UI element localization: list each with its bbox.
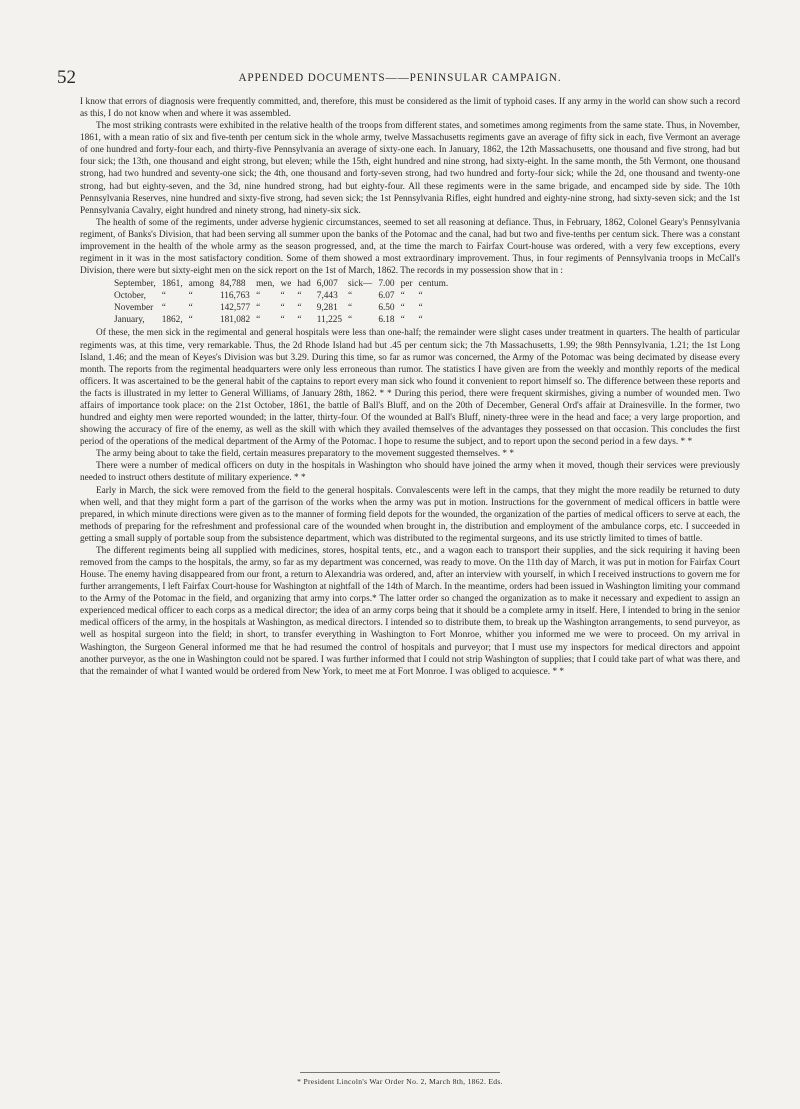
table-cell-pct: 7.00 bbox=[378, 279, 395, 290]
table-cell-we: “ bbox=[280, 315, 285, 326]
paragraph: The most striking contrasts were exhibited in the relative health of the troops from different states, and sometimes among regiments from the same state. Thus, in November, 1861, with a mean ratio of six and five-tenth per centum sick in the whole army, twelve Massachusetts regiments gave an average of fifty sick in each, five Vermont an average of one hundred and forty-four each, and thirty-five Pennsylvania an average of sixty-one each. In January, 1862, the 12th Massachusetts, one thousand and five strong, had but four sick; the 13th, one thousand and eight strong, but eleven; while the 15th, eight hundred and nine strong, had sixty-eight. In the same month, the 5th Vermont, one thousand strong, had two hundred and seventy-one sick; the 4th, one thousand and forty-seven strong, had two hundred and forty-four sick; while the 2d, one thousand and twenty-one strong, had but eighty-seven, and the 3d, nine hundred strong, had but eighty-four. All these regiments were in the same brigade, and encamped side by side. The 10th Pennsylvania Reserves, nine hundred and sixty-five strong, had seven sick; the 1st Pennsylvania Rifles, eight hundred and eighty-nine strong, had sixty-seven sick; and the 1st Pennsylvania Cavalry, eight hundred and ninety strong, had ninety-six sick. bbox=[80, 121, 740, 216]
table-cell-centum: “ bbox=[418, 315, 423, 326]
table-cell-sick-word: sick— bbox=[348, 279, 373, 290]
table-row bbox=[114, 302, 454, 314]
table-cell-we: we bbox=[280, 279, 292, 290]
table-cell-centum: “ bbox=[418, 303, 423, 314]
table-row bbox=[114, 290, 454, 302]
footnote: * President Lincoln's War Order No. 2, March 8th, 1862. Eds. bbox=[297, 1077, 503, 1086]
paragraph: Early in March, the sick were removed from the field to the general hospitals. Convalescents were left in the camps, that they might the more readily be returned to duty when well, and that they might form a part of the garrison of the works when the army was put in motion. Instructions for the government of medical officers in battle were prepared, in which minute directions were given as to the manner of forming field depots for the wounded, the organization of the parties of medical officers to serve at each, the methods of preparing for the refreshment and professional care of the wounded when brought in, the distribution and employment of the ambulance corps, etc. I succeeded in getting a small supply of portable soup from the subsistence department, which was distributed to the regimental surgeons, and its use strictly limited to times of battle. bbox=[80, 485, 740, 544]
table-cell-had: “ bbox=[297, 315, 302, 326]
table-cell-per: “ bbox=[400, 315, 405, 326]
table-cell-among: “ bbox=[188, 291, 193, 302]
table-cell-we: “ bbox=[280, 303, 285, 314]
table-cell-we: “ bbox=[280, 291, 285, 302]
table-cell-year: “ bbox=[161, 303, 166, 314]
table-cell-men-word: “ bbox=[256, 303, 261, 314]
table-cell-per: “ bbox=[400, 303, 405, 314]
paragraph: I know that errors of diagnosis were frequently committed, and, therefore, this must be considered as the limit of typhoid cases. If any army in the world can show such a record as this, I do not know when and where it was assembled. bbox=[80, 97, 740, 120]
paragraph: The army being about to take the field, certain measures preparatory to the movement suggested themselves. * * bbox=[96, 449, 514, 460]
table-cell-month: November bbox=[114, 303, 154, 314]
table-cell-sick-word: “ bbox=[348, 303, 353, 314]
table-cell-year: 1861, bbox=[161, 279, 183, 290]
table-cell-month: October, bbox=[114, 291, 146, 302]
table-cell-men: 116,763 bbox=[219, 291, 250, 302]
table-cell-sick: 7,443 bbox=[316, 291, 338, 302]
paragraph: The different regiments being all supplied with medicines, stores, hospital tents, etc., and a wagon each to transport their supplies, and the sick requiring it having been removed from the camps to the hospitals, the army, so far as my department was concerned, was ready to move. On the 11th day of March, it was put in motion for Fairfax Court House. The enemy having disappeared from our front, a return to Alexandria was ordered, and, after an interview with yourself, in which I received instructions to govern me for further arrangements, I left Fairfax Court-house for Washington at nightfall of the 14th of March. In the meantime, orders had been issued in Washington limiting your command to the Army of the Potomac in the field, and organizing that army into corps.* The latter order so changed the organization as to make it necessary and expedient to assign an experienced medical officer to each corps as a medical director; the idea of an army corps being that it should be a complete army in itself. Here, I intended to bring in the senior medical officers of the army, in the hospitals at Washington, as medical directors. I intended so to distribute them, to break up the Washington arrangements, to send purveyor, as well as hospital surgeon into the field; in short, to transfer everything in Washington to Fort Monroe, whither you informed me we were to proceed. On my arrival in Washington, the Surgeon General informed me that he had resumed the control of hospitals and purveyor; that I must use my inspectors for medical directors and appoint another purveyor, as the one in Washington could not be spared. I was further informed that I could not strip Washington of supplies; that I could take part of what was there, and that the remainder of what I wanted would be ordered from New York, to meet me at Fort Monroe. I was obliged to acquiesce. * * bbox=[80, 545, 740, 677]
table-cell-men: 142,577 bbox=[219, 303, 251, 314]
page-number: 52 bbox=[57, 67, 76, 88]
table-cell-sick: 6,007 bbox=[316, 279, 338, 290]
body-text bbox=[80, 96, 740, 678]
table-cell-sick: 9,281 bbox=[316, 303, 338, 314]
paragraph: Of these, the men sick in the regimental and general hospitals were less than one-half; the remainder were slight cases under treatment in quarters. The health of particular regiments was, at this time, very remarkable. Thus, the 2d Rhode Island had but .45 per centum sick; the 7th Massachusetts, 1.99; the 98th Pennsylvania, 1.21; the 1st Long Island, 1.46; and the mean of Keyes's Division was but 3.29. During this time, so far as rumor was concerned, the Army of the Potomac was being decimated by disease every month. The reports from the regimental headquarters were only less erroneous than rumor. The statistics I have given are from the weekly and monthly reports of the medical officers. It was ascertained to be the general habit of the captains to report every man sick who found it convenient to report himself so. The difference between these reports and the facts is illustrated in my letter to General Williams, of January 28th, 1862. * * During this period, there were frequent skirmishes, giving a number of wounded men. Two affairs of importance took place: on the 21st October, 1861, the battle of Ball's Bluff, and on the 20th of December, General Ord's affair at Drainesville. In the former, two hundred and eighty men were reported wounded; in the latter, thirty-four. Of the wounded at Ball's Bluff, ninety-three were in the head and face; a very large proportion, and showing the accuracy of fire of the enemy, as well as the skill with which they availed themselves of the advantages they possessed on that occasion. This concludes the first period of the operations of the medical department of the Army of the Potomac. I hope to resume the subject, and to report upon the second period in a few days. * * bbox=[80, 328, 740, 448]
table-cell-among: among bbox=[188, 279, 214, 290]
sick-statistics-table bbox=[114, 278, 454, 326]
table-cell-men-word: “ bbox=[256, 291, 261, 302]
table-cell-sick-word: “ bbox=[348, 315, 353, 326]
table-cell-per: per bbox=[400, 279, 413, 290]
table-cell-had: had bbox=[297, 279, 311, 290]
paragraph: The health of some of the regiments, under adverse hygienic circumstances, seemed to set all reasoning at defiance. Thus, in February, 1862, Colonel Geary's Pennsylvania regiment, of Banks's Division, that had been serving all summer upon the banks of the Potomac and the canal, had but two and five-tenths per centum sick. There was a constant improvement in the health of the whole army as the season progressed, and, at the time the march to Fairfax Court-house was ordered, with a very few exceptions, every regiment in it was in the most satisfactory condition. Some of them showed a most extraordinary improvement. Thus, in four regiments of Pennsylvania troops in McCall's Division, there were but sixty-eight men on the sick report on the 1st of March, 1862. The records in my possession show that in : bbox=[80, 217, 740, 277]
table-cell-men: 84,788 bbox=[219, 279, 246, 290]
table-cell-year: 1862, bbox=[161, 315, 183, 326]
table-cell-among: “ bbox=[188, 303, 193, 314]
table-cell-sick-word: “ bbox=[348, 291, 353, 302]
paragraph: There were a number of medical officers on duty in the hospitals in Washington who should have joined the army when it moved, though their services were previously needed to instruct others destitute of military experience. * * bbox=[80, 461, 740, 484]
table-cell-month: January, bbox=[114, 315, 145, 326]
table-cell-pct: 6.18 bbox=[378, 315, 395, 326]
table-cell-pct: 6.07 bbox=[378, 291, 395, 302]
table-cell-centum: “ bbox=[418, 291, 423, 302]
table-cell-pct: 6.50 bbox=[378, 303, 395, 314]
table-cell-per: “ bbox=[400, 291, 405, 302]
table-cell-men-word: “ bbox=[256, 315, 261, 326]
table-cell-had: “ bbox=[297, 291, 302, 302]
table-cell-year: “ bbox=[161, 291, 166, 302]
table-cell-men: 181,082 bbox=[219, 315, 251, 326]
footnote-rule bbox=[300, 1072, 500, 1073]
table-cell-month: September, bbox=[114, 279, 156, 290]
running-head: APPENDED DOCUMENTS——PENINSULAR CAMPAIGN. bbox=[238, 72, 562, 84]
table-row bbox=[114, 314, 454, 326]
table-cell-men-word: men, bbox=[256, 279, 275, 290]
table-cell-among: “ bbox=[188, 315, 193, 326]
table-cell-centum: centum. bbox=[418, 279, 449, 290]
table-cell-sick: 11,225 bbox=[316, 315, 343, 326]
page-header bbox=[57, 67, 743, 89]
table-cell-had: “ bbox=[297, 303, 302, 314]
table-row bbox=[114, 278, 454, 290]
